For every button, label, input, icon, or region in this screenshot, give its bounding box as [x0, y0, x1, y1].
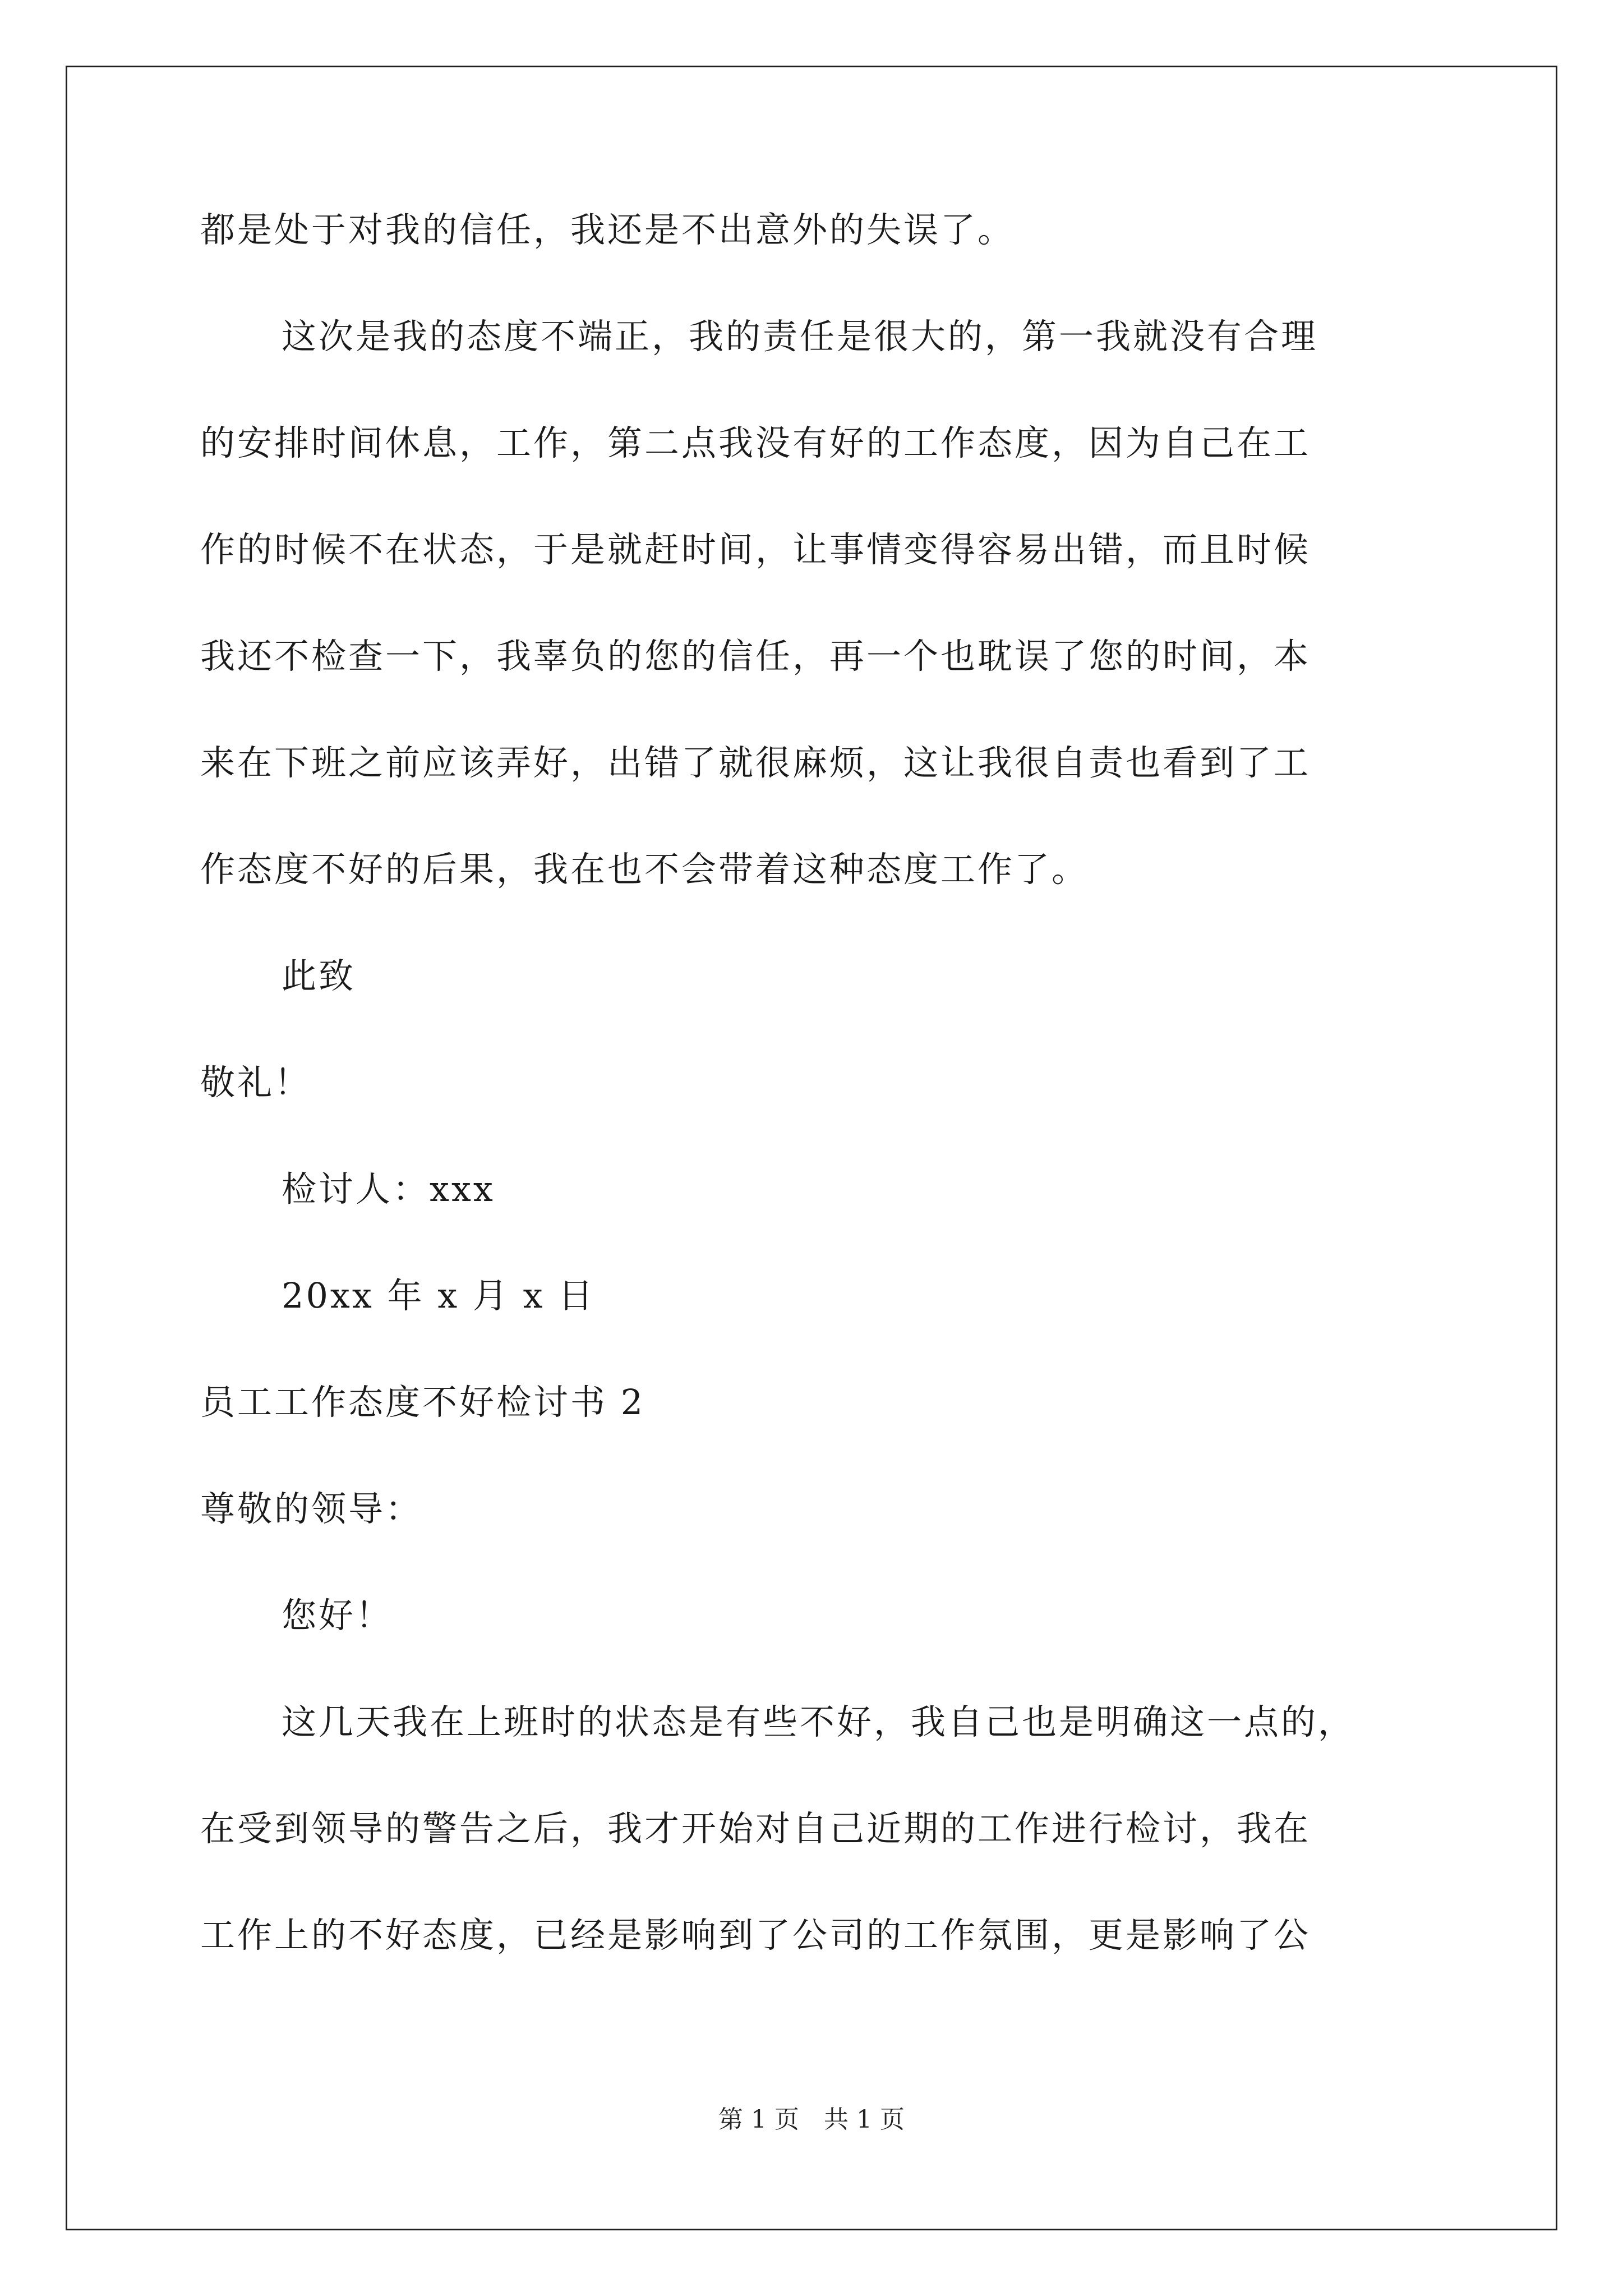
paragraph-line: 作的时候不在状态，于是就赶时间，让事情变得容易出错，而且时候	[200, 529, 1311, 570]
page-number-footer: 第 1 页 共 1 页	[718, 2105, 905, 2134]
page-border	[66, 66, 1557, 2230]
paragraph-line: 在受到领导的警告之后，我才开始对自己近期的工作进行检讨，我在	[200, 1808, 1311, 1849]
salutation: 尊敬的领导：	[200, 1488, 423, 1529]
section-title: 员工工作态度不好检讨书 2	[200, 1382, 645, 1423]
greeting: 您好！	[282, 1595, 393, 1636]
date-line: 20xx 年 x 月 x 日	[282, 1275, 596, 1316]
author-line: 检讨人：xxx	[282, 1168, 495, 1209]
paragraph-line: 来在下班之前应该弄好，出错了就很麻烦，这让我很自责也看到了工	[200, 742, 1311, 783]
paragraph-line: 作态度不好的后果，我在也不会带着这种态度工作了。	[200, 849, 1089, 890]
paragraph-line: 这几天我在上班时的状态是有些不好，我自己也是明确这一点的，	[282, 1701, 1355, 1742]
closing-phrase: 此致	[282, 955, 356, 996]
paragraph-line: 的安排时间休息，工作，第二点我没有好的工作态度，因为自己在工	[200, 422, 1311, 463]
closing-salute: 敬礼！	[200, 1062, 312, 1103]
paragraph-line: 工作上的不好态度，已经是影响到了公司的工作氛围，更是影响了公	[200, 1915, 1311, 1955]
paragraph-line: 都是处于对我的信任，我还是不出意外的失误了。	[200, 209, 1015, 250]
paragraph-line: 我还不检查一下，我辜负的您的信任，再一个也耽误了您的时间，本	[200, 636, 1311, 677]
paragraph-line: 这次是我的态度不端正，我的责任是很大的，第一我就没有合理	[282, 316, 1318, 357]
